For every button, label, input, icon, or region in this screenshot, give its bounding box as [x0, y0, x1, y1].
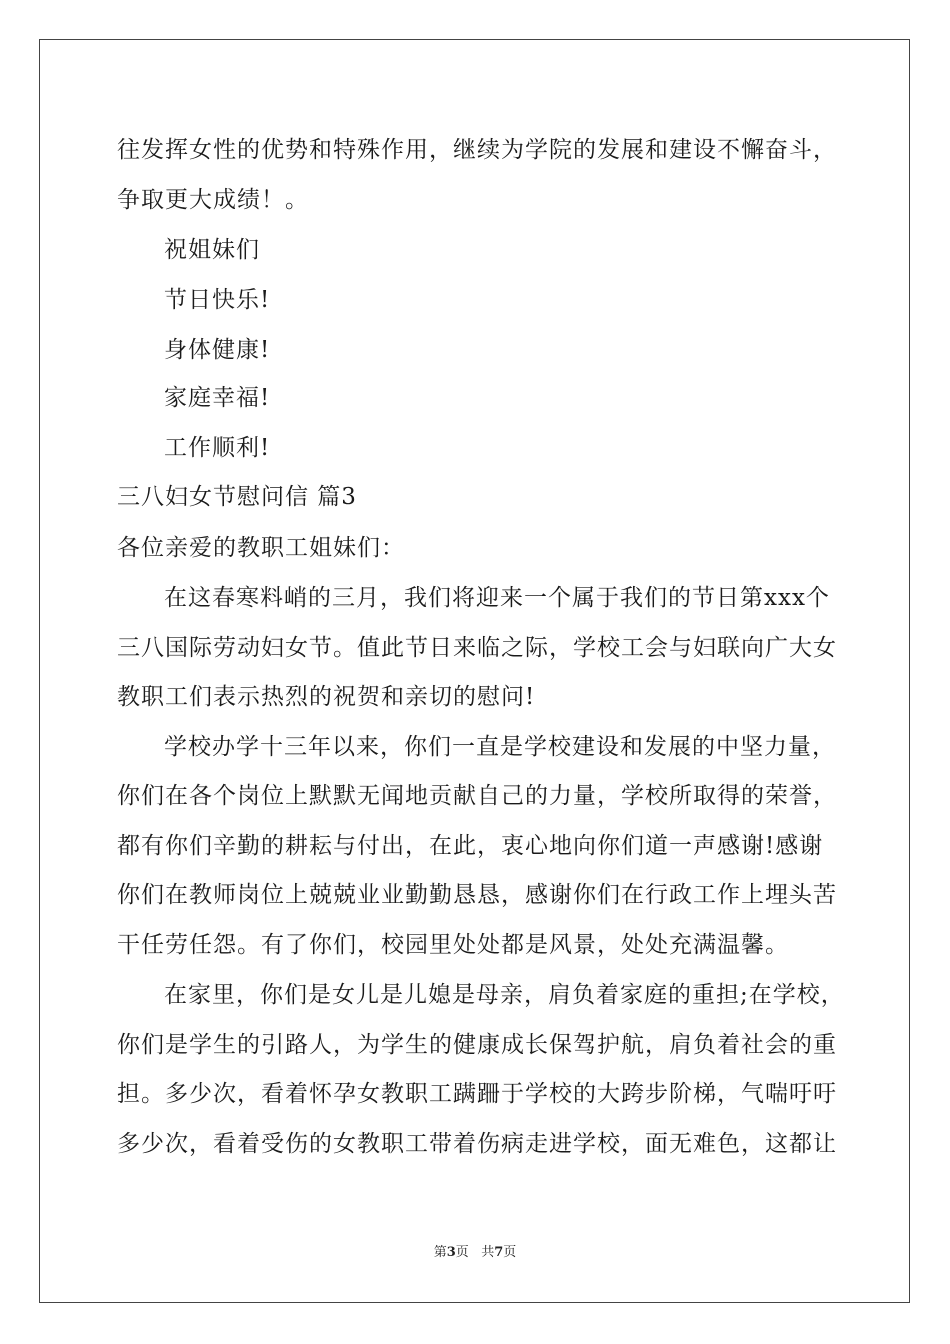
- body-line: 教职工们表示热烈的祝贺和亲切的慰问!: [117, 684, 536, 710]
- body-line: 在家里，你们是女儿是儿媳是母亲，肩负着家庭的重担;在学校，: [164, 982, 845, 1008]
- body-line: 学校办学十三年以来，你们一直是学校建设和发展的中坚力量，: [164, 734, 836, 760]
- greeting-line: 祝姐妹们: [164, 237, 260, 263]
- greeting-line: 工作顺利!: [164, 435, 271, 461]
- body-line: 你们在各个岗位上默默无闻地贡献自己的力量，学校所取得的荣誉，: [117, 783, 837, 809]
- body-line: 在这春寒料峭的三月，我们将迎来一个属于我们的节日第xxx个: [164, 585, 830, 611]
- total-pages-number: 7: [494, 1245, 504, 1260]
- body-line: 你们是学生的引路人，为学生的健康成长保驾护航，肩负着社会的重: [117, 1032, 837, 1058]
- body-line: 干任劳任怨。有了你们，校园里处处都是风景，处处充满温馨。: [117, 932, 789, 958]
- page-suffix: 页: [455, 1245, 469, 1260]
- total-suffix: 页: [503, 1245, 517, 1260]
- body-line: 担。多少次，看着怀孕女教职工蹒跚于学校的大跨步阶梯，气喘吁吁: [117, 1081, 837, 1107]
- body-line: 往发挥女性的优势和特殊作用，继续为学院的发展和建设不懈奋斗，: [117, 137, 837, 163]
- current-page-number: 3: [446, 1245, 456, 1260]
- greeting-line: 节日快乐!: [164, 287, 271, 313]
- total-prefix: 共: [481, 1245, 495, 1260]
- body-line: 三八国际劳动妇女节。值此节日来临之际，学校工会与妇联向广大女: [117, 635, 837, 661]
- body-line: 都有你们辛勤的耕耘与付出，在此，衷心地向你们道一声感谢!感谢: [117, 833, 824, 859]
- page-prefix: 第: [433, 1245, 447, 1260]
- greeting-line: 身体健康!: [164, 337, 271, 363]
- body-line: 争取更大成绩！。: [117, 187, 309, 213]
- salutation: 各位亲爱的教职工姐妹们：: [117, 535, 405, 561]
- section-title: 三八妇女节慰问信 篇3: [117, 484, 357, 510]
- body-line: 多少次，看着受伤的女教职工带着伤病走进学校，面无难色，这都让: [117, 1131, 837, 1157]
- page-border: [39, 39, 910, 1303]
- body-line: 你们在教师岗位上兢兢业业勤勤恳恳，感谢你们在行政工作上埋头苦: [117, 882, 837, 908]
- page-footer: [0, 1245, 950, 1261]
- greeting-line: 家庭幸福!: [164, 385, 271, 411]
